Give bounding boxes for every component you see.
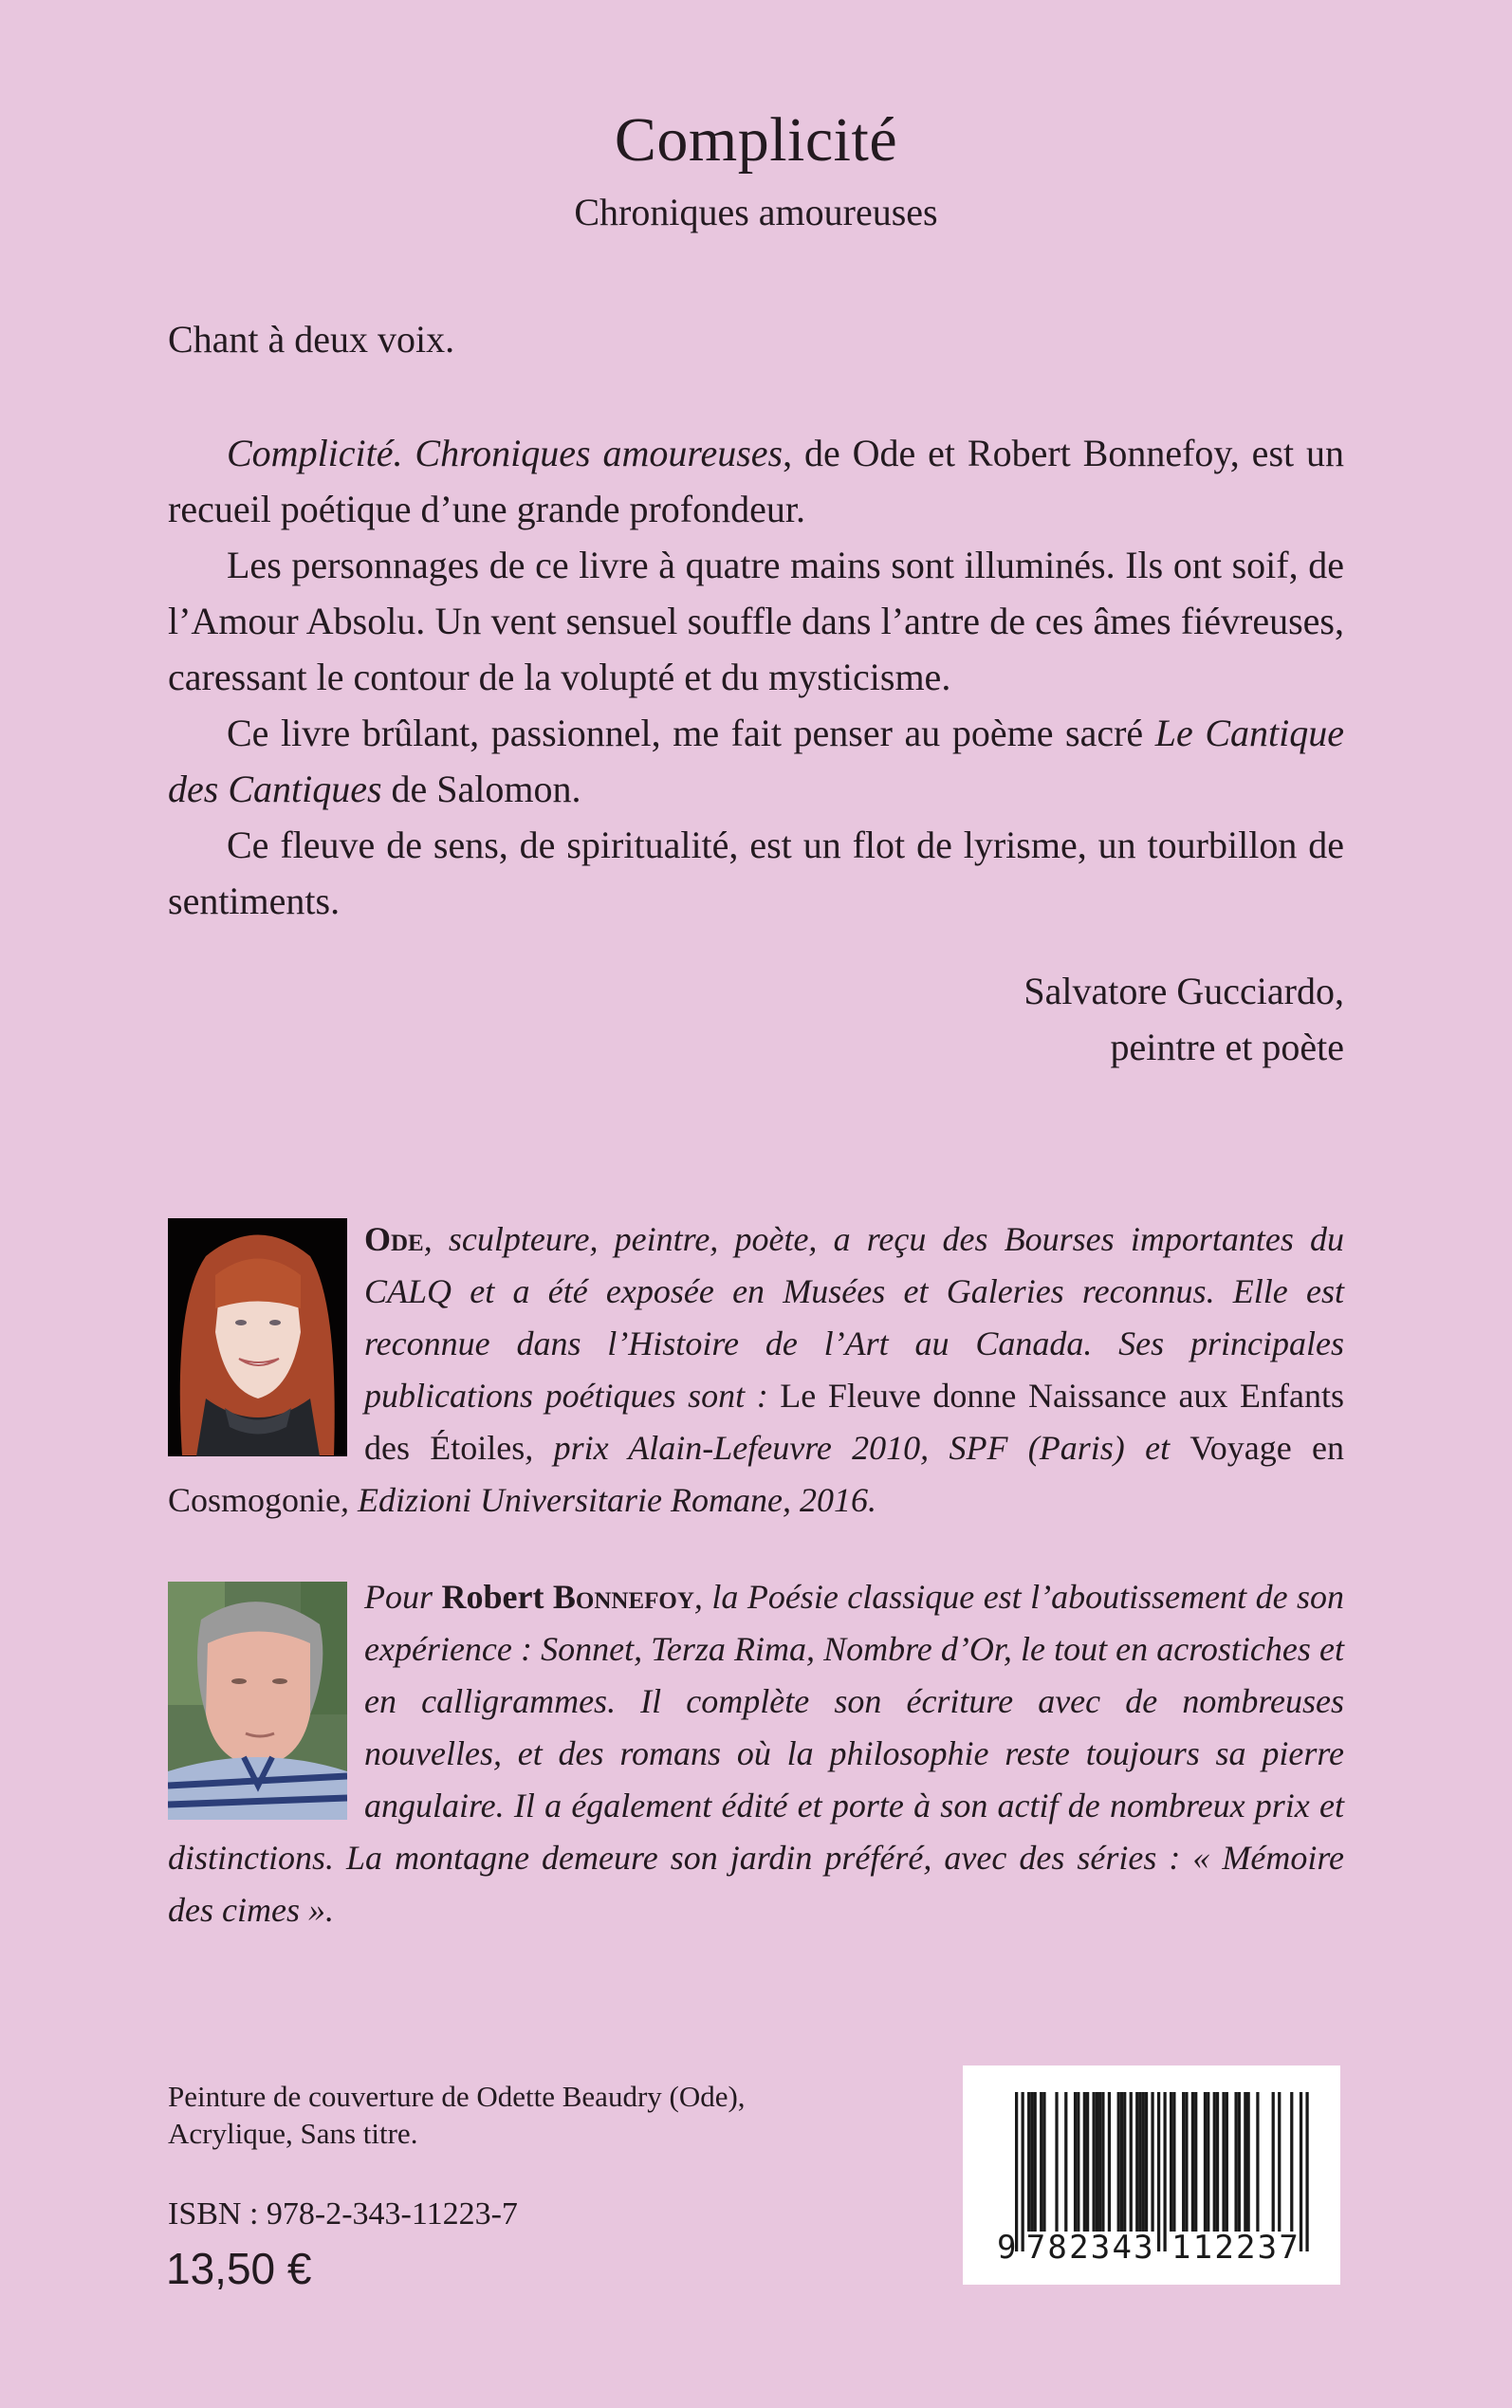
svg-text:782343: 782343 [1025,2229,1155,2267]
review-paragraph-4: Ce fleuve de sens, de spiritualité, est un flot de lyrisme, un tourbillon de sentiments. [168,824,1344,922]
portrait-ode-image [168,1218,347,1456]
barcode-icon [963,2065,1340,2285]
bio-robert-text: Pour Robert Bonnefoy, la Poésie classique est l’aboutissement de son expérience : Sonnet, Terza Rima, Nombre d’Or, le tout en acrostiches et en calligrammes. Il complète son écriture avec de nombreuses nouvelles, et des romans où la philosophie reste toujours sa pierre angulaire. Il a également édité et porte à son actif de nombreux prix et distinctions. La montagne demeure son jardin préféré, avec des séries : « Mémoire des cimes ». [168,1578,1345,1929]
isbn-text: ISBN : 978-2-343-11223-7 [168,2196,518,2232]
author-bio-ode [168,1213,1344,1527]
price-label: 13,50 € [166,2244,312,2293]
author-first-name-robert: Robert [441,1578,553,1616]
book-title-italic: Complicité. Chroniques amoureuses [227,432,784,474]
cantique-title: Le Cantique des Cantiques [168,712,1344,810]
review-signature [1023,963,1344,1075]
intro-line: Chant à deux voix. [168,318,455,361]
reviewer-name: Salvatore Gucciardo, [1023,970,1344,1012]
author-last-name-bonnefoy: Bonnefoy [552,1578,694,1616]
book-title: Complicité [614,105,898,175]
portrait-robert-icon [168,1582,347,1820]
cover-credit-line-2: Acrylique, Sans titre. [168,2117,418,2150]
review-paragraph-1: Complicité. Chroniques amoureuses, de Ode et Robert Bonnefoy, est un recueil poétique d’une grande profondeur. [168,432,1345,530]
svg-text:9: 9 [997,2229,1019,2267]
cover-credit-line-1: Peinture de couverture de Odette Beaudry (Ode), [168,2080,746,2113]
review-paragraph-2: Les personnages de ce livre à quatre mains sont illuminés. Ils ont soif, de l’Amour Absolu. Un vent sensuel souffle dans l’antre de ces âmes fiévreuses, caressant le contour de la volupté et du mysticisme. [168,544,1344,698]
barcode [963,2065,1340,2285]
review-paragraph-3: Ce livre brûlant, passionnel, me fait penser au poème sacré Le Cantique des Cantiques de Salomon. [168,712,1344,810]
review-text [168,425,1344,929]
svg-text:112237: 112237 [1171,2229,1301,2267]
bio-ode-text: Ode, sculpteure, peintre, poète, a reçu des Bourses importantes du CALQ et a été exposée en Musées et Galeries reconnus. Elle est reconnue dans l’Histoire de l’Art au Canada. Ses principales publications poétiques sont : Le Fleuve donne Naissance aux Enfants des Étoiles, prix Alain-Lefeuvre 2010, SPF (Paris) et Voyage en Cosmogonie, Edizioni Universitarie Romane, 2016. [168,1220,1345,1519]
author-name-ode: Ode [364,1220,424,1258]
cover-credit [168,2078,746,2152]
book-subtitle: Chroniques amoureuses [574,191,938,233]
author-bio-robert [168,1571,1344,1936]
portrait-robert-image [168,1582,347,1820]
book-title-fleuve: Le Fleuve donne Naissance aux Enfants des Étoiles [364,1377,1345,1467]
reviewer-role: peintre et poète [1110,1026,1344,1068]
book-title-voyage: Voyage en Cosmogonie [168,1429,1344,1519]
portrait-ode-icon [168,1218,347,1456]
